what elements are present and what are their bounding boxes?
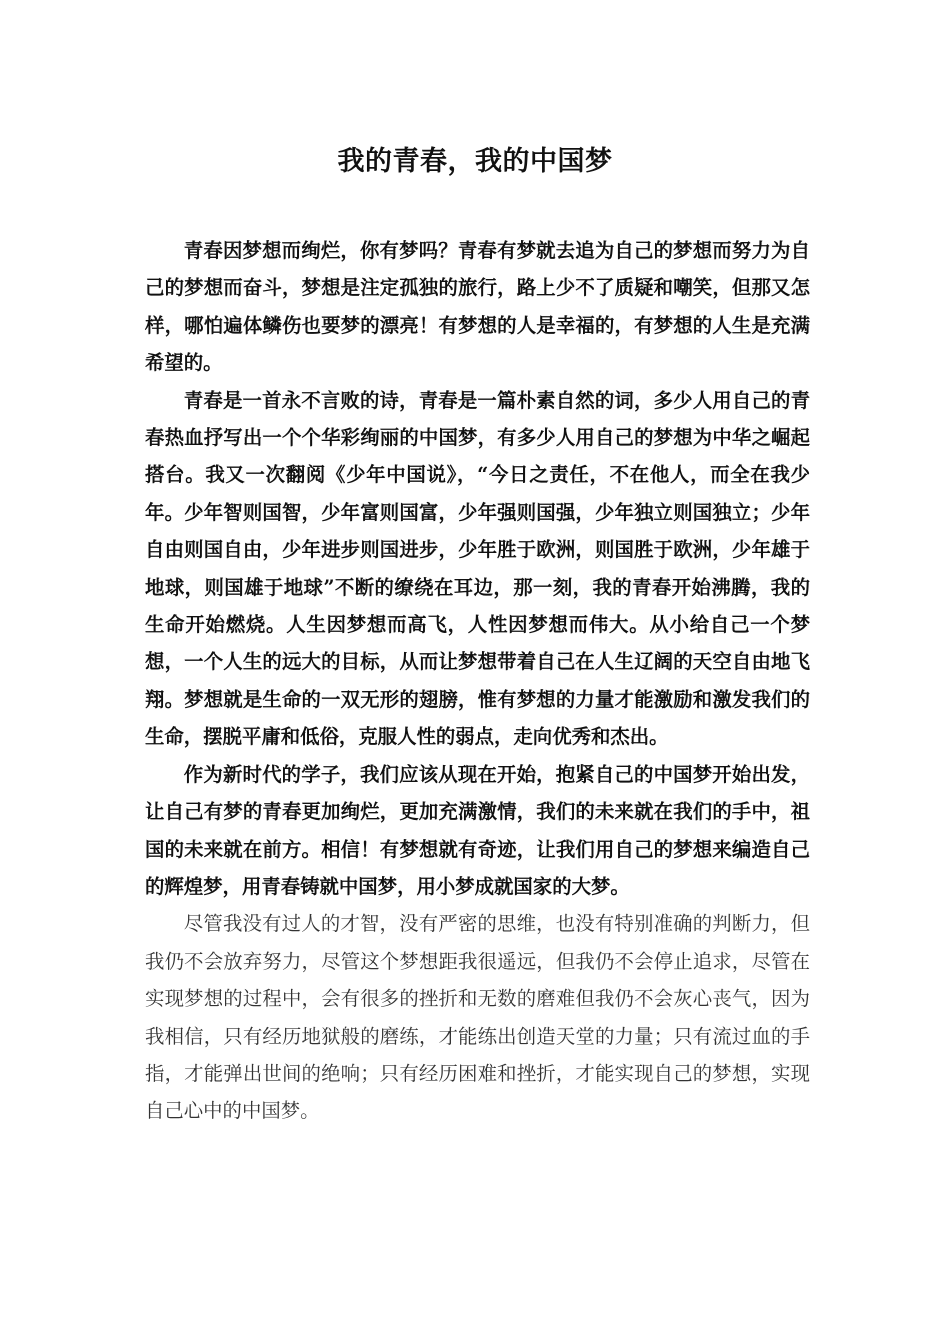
document-body — [145, 232, 810, 1130]
paragraph-1: 青春因梦想而绚烂，你有梦吗？青春有梦就去追为自己的梦想而努力为自己的梦想而奋斗，梦想是注定孤独的旅行，路上少不了质疑和嘲笑，但那又怎样，哪怕遍体鳞伤也要梦的漂亮！有梦想的人是幸福的，有梦想的人生是充满希望的。 — [145, 239, 810, 375]
paragraph-3: 作为新时代的学子，我们应该从现在开始，抱紧自己的中国梦开始出发，让自己有梦的青春更加绚烂，更加充满激情，我们的未来就在我们的手中，祖国的未来就在前方。相信！有梦想就有奇迹，让我们用自己的梦想来编造自己的辉煌梦，用青春铸就中国梦，用小梦成就国家的大梦。 — [145, 762, 810, 898]
page-title: 我的青春，我的中国梦 — [337, 146, 613, 177]
paragraph-4: 尽管我没有过人的才智，没有严密的思维，也没有特别准确的判断力，但我仍不会放弃努力，尽管这个梦想距我很遥远，但我仍不会停止追求，尽管在实现梦想的过程中，会有很多的挫折和无数的磨难但我仍不会灰心丧气，因为我相信，只有经历地狱般的磨练，才能练出创造天堂的力量；只有流过血的手指，才能弹出世间的绝响；只有经历困难和挫折，才能实现自己的梦想，实现自己心中的中国梦。 — [145, 912, 810, 1123]
paragraph-2: 青春是一首永不言败的诗，青春是一篇朴素自然的词，多少人用自己的青春热血抒写出一个个华彩绚丽的中国梦，有多少人用自己的梦想为中华之崛起搭台。我又一次翻阅《少年中国说》，“今日之责任，不在他人，而全在我少年。少年智则国智，少年富则国富，少年强则国强，少年独立则国独立；少年自由则国自由，少年进步则国进步，少年胜于欧洲，则国胜于欧洲，少年雄于地球，则国雄于地球”不断的缭绕在耳边，那一刻，我的青春开始沸腾，我的生命开始燃烧。人生因梦想而高飞，人性因梦想而伟大。从小给自己一个梦想，一个人生的远大的目标，从而让梦想带着自己在人生辽阔的天空自由地飞翔。梦想就是生命的一双无形的翅膀，惟有梦想的力量才能激励和激发我们的生命，摆脱平庸和低俗，克服人性的弱点，走向优秀和杰出。 — [145, 388, 810, 749]
